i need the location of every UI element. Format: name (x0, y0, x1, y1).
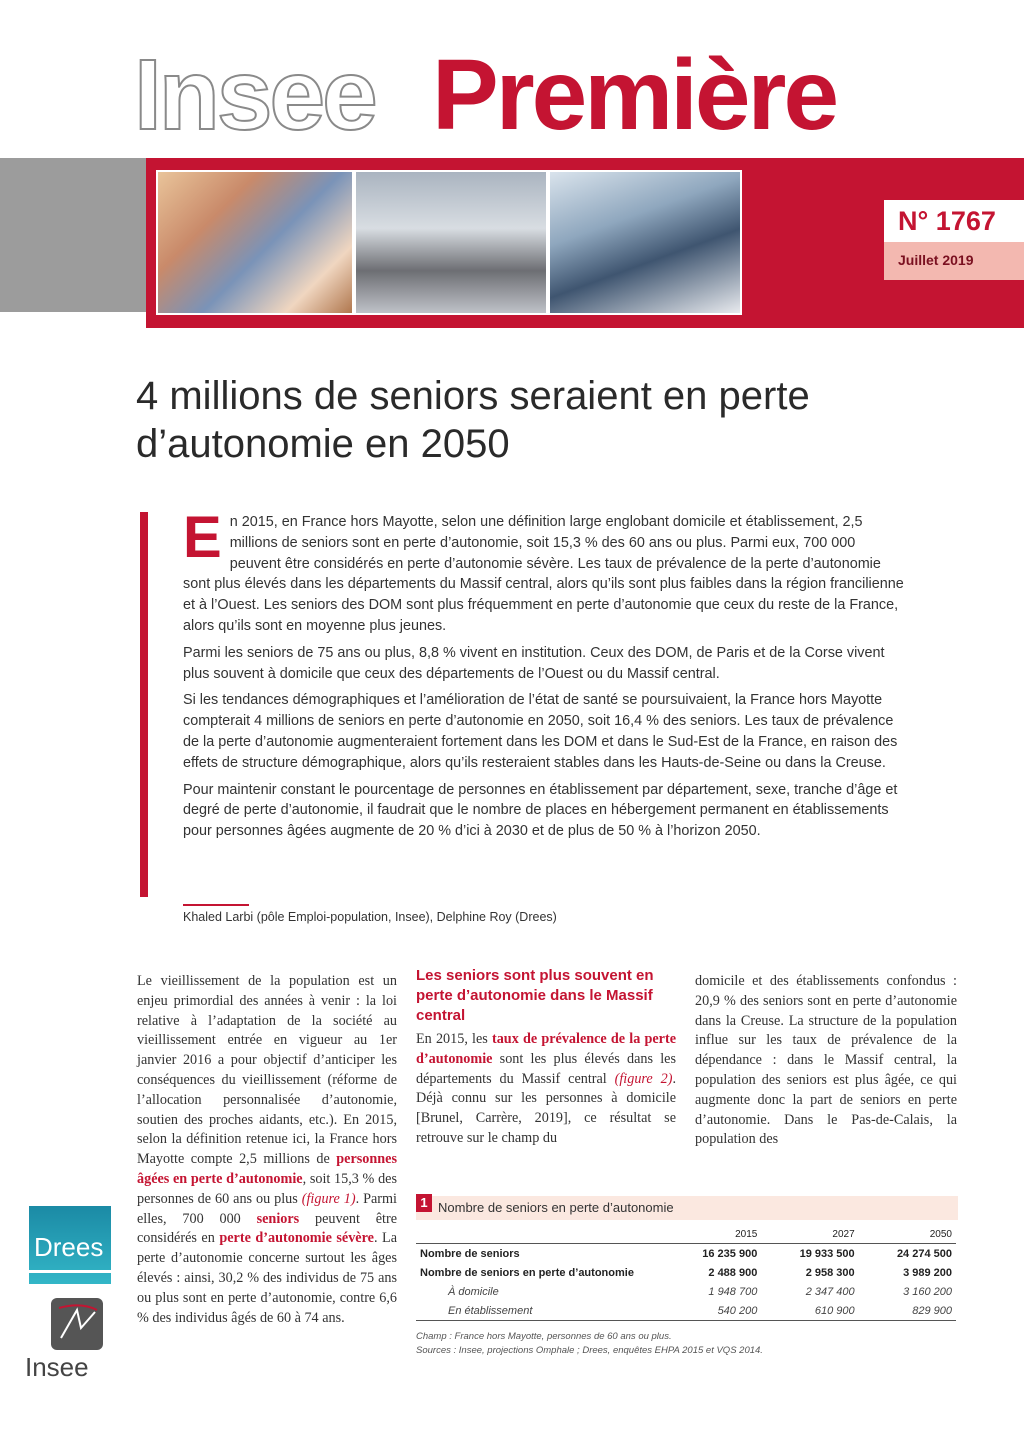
table-header-year: 2015 (664, 1225, 761, 1244)
brand-premiere: Première (432, 39, 837, 151)
col1-text-5: . La perte d’autonomie concerne surtout les âges élevés : ainsi, 30,2 % des individus de 75 ans ou plus sont en perte d’autonomie, contre 6,6 % des individus âgés de 60 à 74 ans. (137, 1230, 398, 1326)
table-header-year: 2027 (761, 1225, 858, 1244)
insee-logo-icon (51, 1298, 103, 1350)
col1-text-1: Le vieillissement de la population est un enjeu primordial des années à venir : la loi relative à l’adaptation de la société au vieillissement entrée en vigueur au 1er janvier 2016 a pour objectif d’anticiper les conséquences du vieillissement (réforme de l’allocation personnalisée d’autonomie, soutien des proches aidants, etc.). En 2015, selon la définition retenue ici, la France hors Mayotte compte 2,5 millions de (137, 973, 397, 1168)
cell-value: 2 488 900 (708, 1266, 758, 1279)
col2-text-3: . Déjà connu sur les personnes à domicile [Brunel, Carrère, 2019], ce résultat se retrouve sur le champ du (416, 1070, 676, 1146)
link-figure-2[interactable]: (figure 2) (614, 1070, 673, 1087)
figure-number: 1 (416, 1194, 432, 1212)
dropcap: E (183, 505, 222, 570)
photo-office (548, 170, 742, 315)
col2-text-1: En 2015, les (416, 1031, 492, 1047)
table-row (416, 1244, 956, 1264)
summary-paragraph-4: Pour maintenir constant le pourcentage de personnes en établissement par département, sexe, tranche d’âge et degré de perte d’autonomie, il faudrait que le nombre de places en hébergement permanent en établissements pour personnes âgées augmente de 20 % d’ici à 2030 et de plus de 50 % à l’horizon 2050. (183, 781, 898, 840)
summary-paragraph-3: Si les tendances démographiques et l’amélioration de l’état de santé se poursuivaient, la France hors Mayotte compterait 4 millions de seniors en perte d’autonomie en 2050, soit 16,4 % des seniors. Les taux de prévalence de la perte d’autonomie augmenteraient fortement dans les DOM et dans le Sud-Est de la France, en raison des effets de structure démographique, alors qu’ils resteraient stables dans les Hauts-de-Seine ou dans la Creuse. (183, 692, 898, 771)
table-header-year: 2050 (859, 1225, 956, 1244)
col2-text-2: sont les plus élevés dans les départements du Massif central (416, 1050, 676, 1087)
section-title: Les seniors sont plus souvent en perte d’autonomie dans le Massif central (416, 967, 654, 1024)
cell-value: 3 989 200 (903, 1266, 952, 1279)
figure-note-champ: Champ : France hors Mayotte, personnes de 60 ans ou plus. (416, 1331, 672, 1342)
col1-text-3: . Parmi elles, 700 000 (137, 1190, 397, 1227)
figure-notes (416, 1330, 763, 1358)
cell-value: 829 900 (859, 1301, 956, 1321)
cell-value: 610 900 (761, 1301, 858, 1321)
brand-insee: Insee (134, 39, 375, 151)
insee-logo-mark-icon (51, 1298, 103, 1350)
figure-title: Nombre de seniors en perte d’autonomie (438, 1200, 674, 1215)
issue-date: Juillet 2019 (898, 252, 974, 268)
row-label: À domicile (448, 1285, 499, 1298)
cell-value: 16 235 900 (702, 1247, 758, 1260)
row-label: Nombre de seniors (420, 1247, 520, 1260)
drees-logo-stripe (29, 1270, 111, 1273)
summary (183, 505, 908, 848)
table-row (416, 1282, 956, 1301)
row-label: Nombre de seniors en perte d’autonomie (420, 1266, 634, 1279)
table-row (416, 1263, 956, 1282)
row-label: En établissement (416, 1301, 664, 1321)
figure-note-sources: Sources : Insee, projections Omphale ; Drees, enquêtes EHPA 2015 et VQS 2014. (416, 1345, 763, 1356)
body-column-1 (137, 972, 397, 1328)
cell-value: 3 160 200 (903, 1285, 952, 1298)
cell-value: 1 948 700 (708, 1285, 758, 1298)
link-taux-prevalence[interactable]: taux de prévalence de la perte d’autonomie (416, 1031, 676, 1067)
summary-paragraph-1: n 2015, en France hors Mayotte, selon une définition large englobant domicile et établissement, 2,5 millions de seniors sont en perte d’autonomie, soit 15,3 % des 60 ans ou plus. Parmi eux, 700 000 peuvent être considérés en perte d’autonomie sévère. Les taux de prévalence de la perte d’autonomie sont plus élevés dans les départements du Massif central, alors qu’ils sont plus faibles dans la région francilienne et à l’Ouest. Les seniors des DOM sont plus fréquemment en perte d’autonomie que ceux du reste de la France, alors qu’ils sont en moyenne plus jeunes. (183, 514, 904, 634)
link-seniors[interactable]: seniors (256, 1210, 300, 1227)
table-header-row (416, 1225, 956, 1244)
authors-divider (183, 904, 249, 906)
page-title: 4 millions de seniors seraient en perte d’autonomie en 2050 (136, 374, 810, 466)
summary-paragraph-2: Parmi les seniors de 75 ans ou plus, 8,8 % vivent en institution. Ceux des DOM, de Paris et de la Corse vivent plus souvent à domicile que ceux des départements de l’Ouest ou du Massif central. (183, 644, 885, 682)
summary-accent-bar (140, 512, 148, 897)
photo-crowd (354, 170, 548, 315)
cell-value: 2 347 400 (805, 1285, 855, 1298)
col1-text-2: , soit 15,3 % des personnes de 60 ans ou plus (137, 1170, 397, 1207)
cell-value: 24 274 500 (896, 1247, 952, 1260)
cell-value: 19 933 500 (799, 1247, 855, 1260)
photo-children (156, 170, 354, 315)
authors: Khaled Larbi (pôle Emploi-population, Insee), Delphine Roy (Drees) (183, 910, 557, 924)
table-header-label (416, 1225, 664, 1244)
link-personnes-agees[interactable]: personnes âgées en perte d’autonomie (137, 1151, 397, 1187)
figure-table (416, 1225, 956, 1321)
link-perte-autonomie-severe[interactable]: perte d’autonomie sévère (219, 1230, 374, 1247)
drees-logo-text: Drees (34, 1232, 104, 1262)
body-column-3: domicile et des établissements confondus : 20,9 % des seniors sont en perte d’autonomie dans la Creuse. La structure de la population influe sur les taux de prévalence de la dépendance : dans le Massif central, la population des seniors est plus âgée, ce qui augmente donc la part de seniors en perte d’autonomie. Dans le Pas-de-Calais, la population des (695, 973, 957, 1148)
issue-number: N° 1767 (898, 206, 996, 236)
col1-text-4: peuvent être considérés en (137, 1210, 398, 1247)
cell-value: 540 200 (664, 1301, 761, 1321)
body-column-2 (416, 1030, 676, 1149)
table-row (416, 1301, 956, 1321)
link-figure-1[interactable]: (figure 1) (301, 1190, 356, 1207)
cell-value: 2 958 300 (805, 1266, 855, 1279)
insee-logo-text: Insee (25, 1352, 89, 1382)
